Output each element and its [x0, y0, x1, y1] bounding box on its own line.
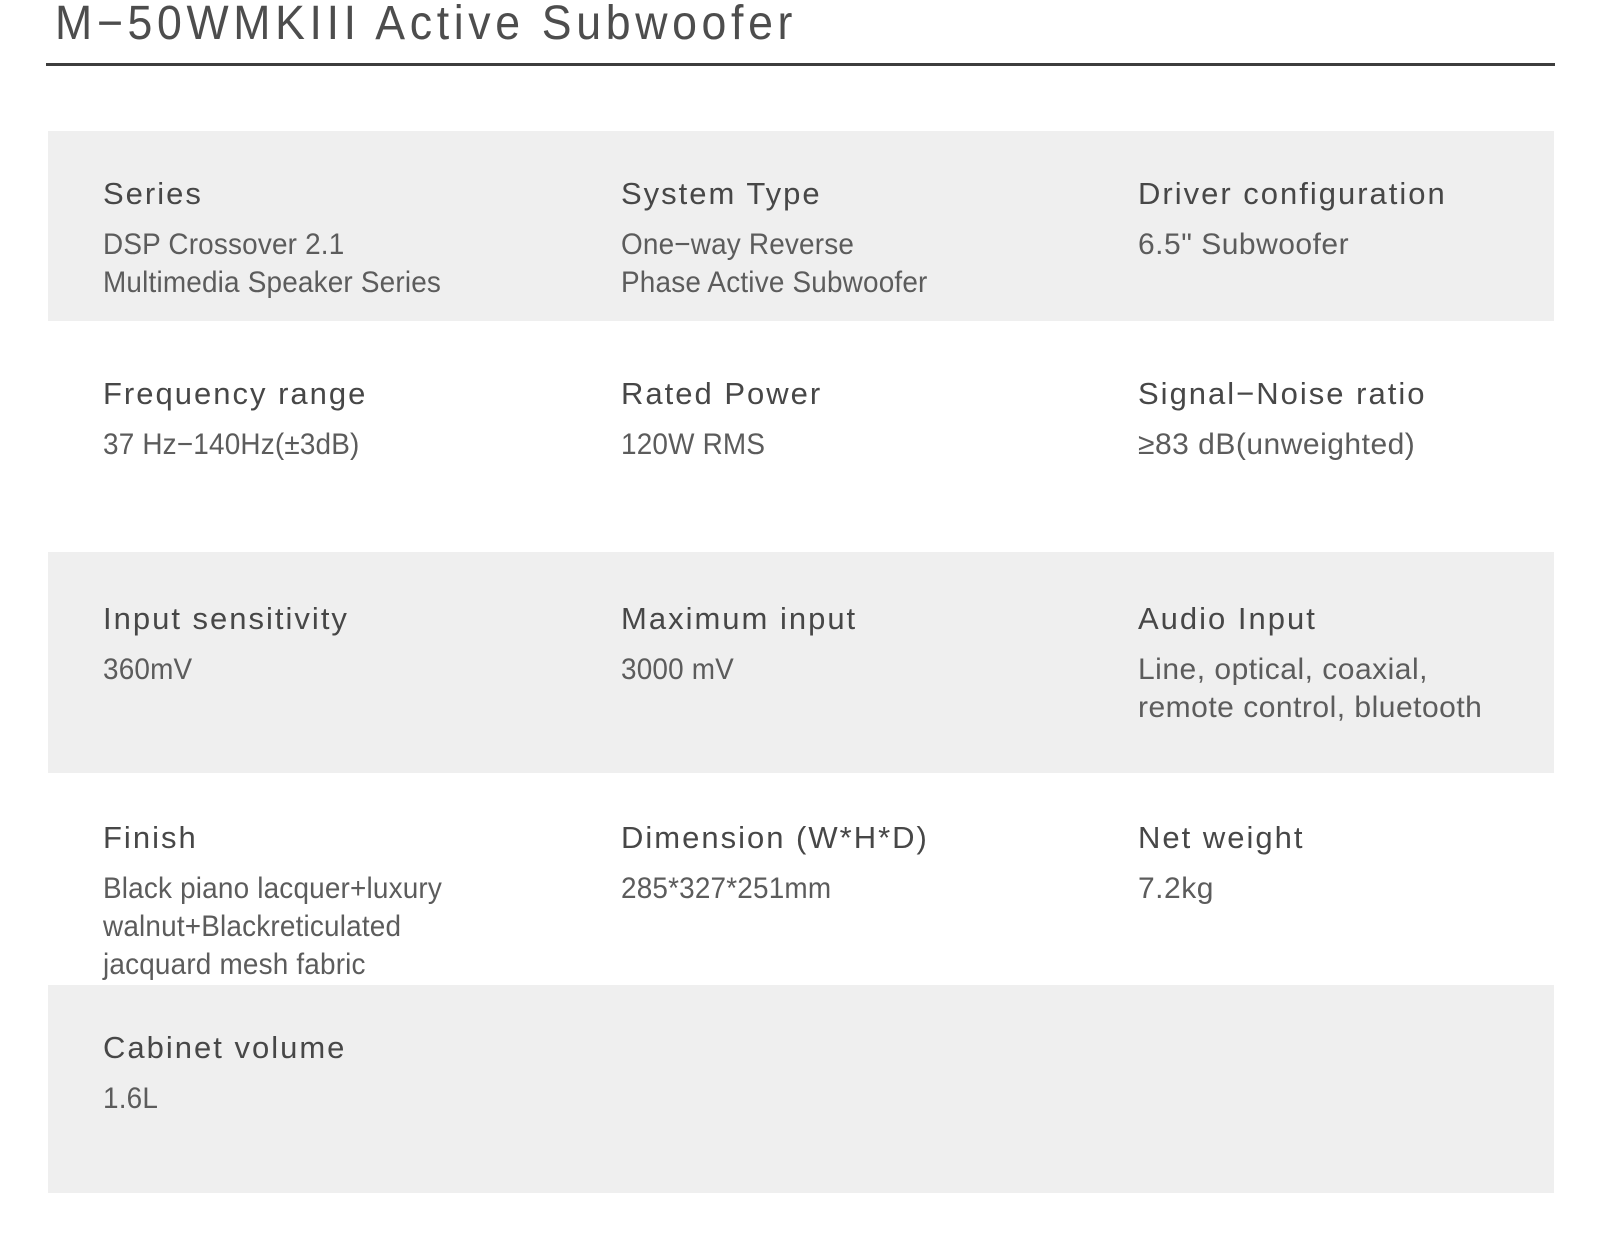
spec-row-input	[48, 552, 1554, 773]
spec-value-driver-configuration: 6.5" Subwoofer	[1138, 228, 1350, 261]
spec-value-signal-noise-ratio: ≥83 dB(unweighted)	[1138, 428, 1416, 461]
spec-value-rated-power: 120W RMS	[621, 428, 766, 461]
spec-cell-frequency-range	[103, 375, 621, 552]
spec-value-finish: Black piano lacquer+luxury walnut+Blackreticulated jacquard mesh fabric	[103, 872, 443, 981]
spec-cell-maximum-input	[621, 600, 1138, 773]
spec-cell-driver-configuration	[1138, 175, 1600, 321]
spec-label-input-sensitivity: Input sensitivity	[103, 601, 349, 636]
spec-cell-signal-noise-ratio	[1138, 375, 1600, 552]
spec-label-net-weight: Net weight	[1138, 820, 1305, 855]
spec-cell-rated-power	[621, 375, 1138, 552]
page-title: M−50WMKIII Active Subwoofer	[55, 0, 798, 50]
spec-value-frequency-range: 37 Hz−140Hz(±3dB)	[103, 428, 360, 461]
spec-table	[48, 131, 1554, 1193]
spec-cell-finish	[103, 819, 621, 985]
spec-label-maximum-input: Maximum input	[621, 601, 858, 636]
spec-row-series	[48, 131, 1554, 321]
spec-label-dimension: Dimension (W*H*D)	[621, 820, 929, 855]
title-divider	[46, 63, 1555, 66]
spec-row-frequency	[48, 321, 1554, 552]
spec-row-finish	[48, 773, 1554, 985]
spec-value-maximum-input: 3000 mV	[621, 653, 734, 686]
spec-label-cabinet-volume: Cabinet volume	[103, 1030, 347, 1065]
spec-label-rated-power: Rated Power	[621, 376, 823, 411]
spec-label-audio-input: Audio Input	[1138, 601, 1317, 636]
spec-label-signal-noise-ratio: Signal−Noise ratio	[1138, 376, 1427, 411]
spec-row-cabinet-volume	[48, 985, 1554, 1193]
spec-cell-system-type	[621, 175, 1138, 321]
spec-value-dimension: 285*327*251mm	[621, 872, 832, 905]
spec-value-system-type: One−way Reverse Phase Active Subwoofer	[621, 228, 928, 299]
spec-value-net-weight: 7.2kg	[1138, 872, 1214, 905]
spec-cell-input-sensitivity	[103, 600, 621, 773]
spec-cell-series	[103, 175, 621, 321]
spec-label-finish: Finish	[103, 820, 198, 855]
spec-cell-net-weight	[1138, 819, 1600, 985]
spec-value-series: DSP Crossover 2.1 Multimedia Speaker Series	[103, 228, 442, 299]
spec-label-frequency-range: Frequency range	[103, 376, 368, 411]
spec-label-driver-configuration: Driver configuration	[1138, 176, 1447, 211]
spec-value-audio-input: Line, optical, coaxial, remote control, bluetooth	[1138, 653, 1483, 724]
spec-cell-audio-input	[1138, 600, 1600, 773]
spec-value-input-sensitivity: 360mV	[103, 653, 193, 686]
spec-cell-cabinet-volume	[103, 1029, 621, 1193]
spec-cell-dimension	[621, 819, 1138, 985]
spec-label-system-type: System Type	[621, 176, 822, 211]
spec-label-series: Series	[103, 176, 203, 211]
spec-value-cabinet-volume: 1.6L	[103, 1082, 159, 1115]
